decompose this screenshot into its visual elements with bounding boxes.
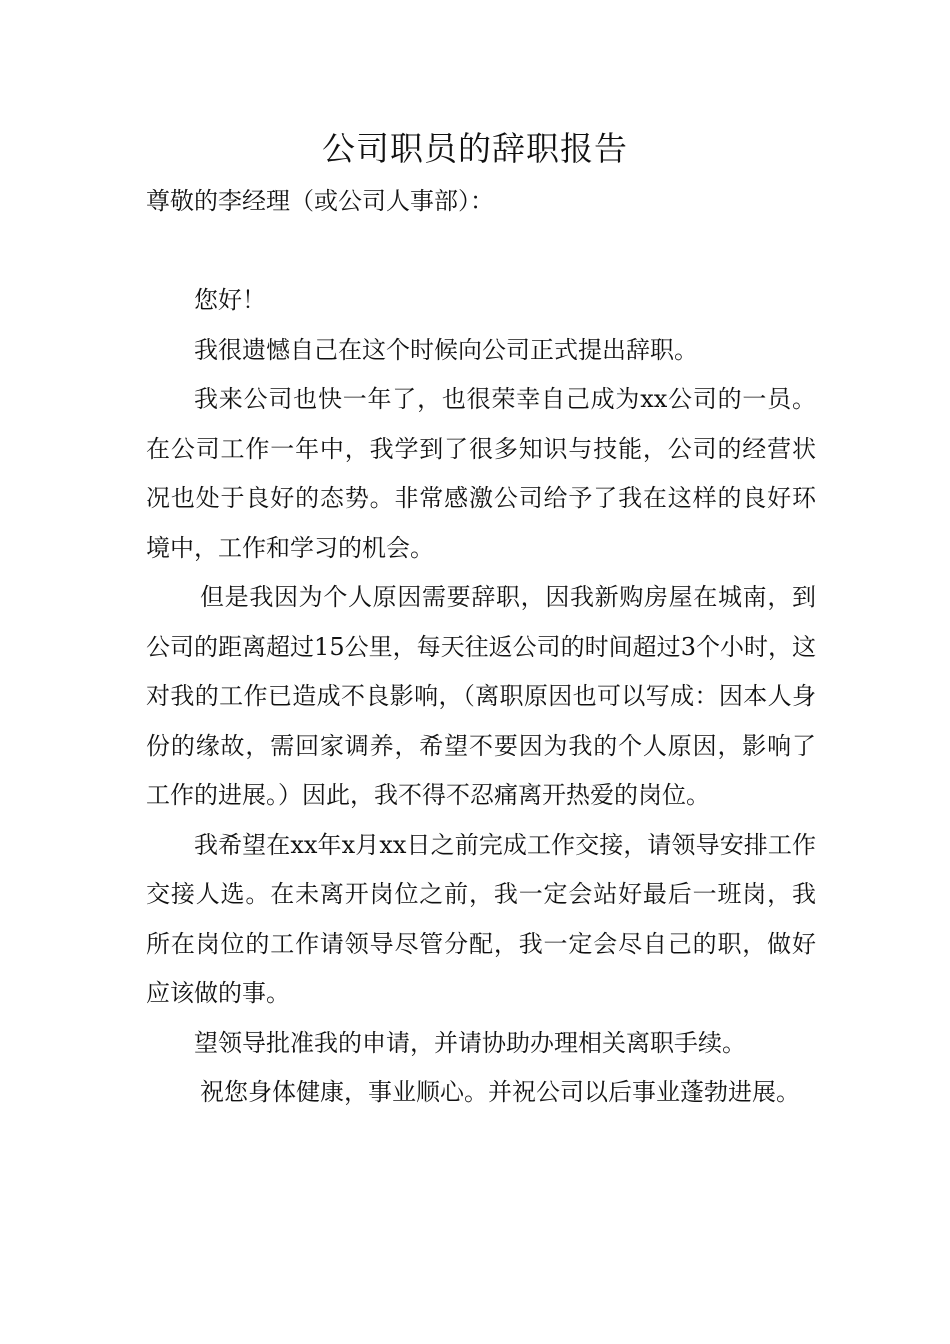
paragraph-greeting: 您好！: [194, 286, 266, 314]
letter-body: [146, 276, 816, 1118]
paragraph-request: 望领导批准我的申请，并请协助办理相关离职手续。: [194, 1028, 746, 1057]
salutation: 尊敬的李经理（或公司人事部）：: [146, 187, 494, 215]
paragraph-wishes: 祝您身体健康，事业顺心。并祝公司以后事业蓬勃进展。: [200, 1078, 800, 1106]
paragraph-regret: 我很遗憾自己在这个时候向公司正式提出辞职。: [194, 335, 698, 364]
document-title: 公司职员的辞职报告: [322, 129, 628, 168]
paragraph-handover: 我希望在xx年x月xx日之前完成工作交接，请领导安排工作交接人选。在未离开岗位之前，我一定会站好最后一班岗，我所在岗位的工作请领导尽管分配，我一定会尽自己的职，做好应该做的事。: [146, 830, 816, 1007]
paragraph-reason: 但是我因为个人原因需要辞职，因我新购房屋在城南，到公司的距离超过15公里，每天往返公司的时间超过3个小时，这对我的工作已造成不良影响，（离职原因也可以写成：因本人身份的缘故，需回家调养，希望不要因为我的个人原因，影响了工作的进展。）因此，我不得不忍痛离开热爱的岗位。: [146, 583, 816, 809]
paragraph-gratitude: 我来公司也快一年了，也很荣幸自己成为xx公司的一员。在公司工作一年中，我学到了很多知识与技能，公司的经营状况也处于良好的态势。非常感激公司给予了我在这样的良好环境中，工作和学习的机会。: [146, 385, 816, 562]
